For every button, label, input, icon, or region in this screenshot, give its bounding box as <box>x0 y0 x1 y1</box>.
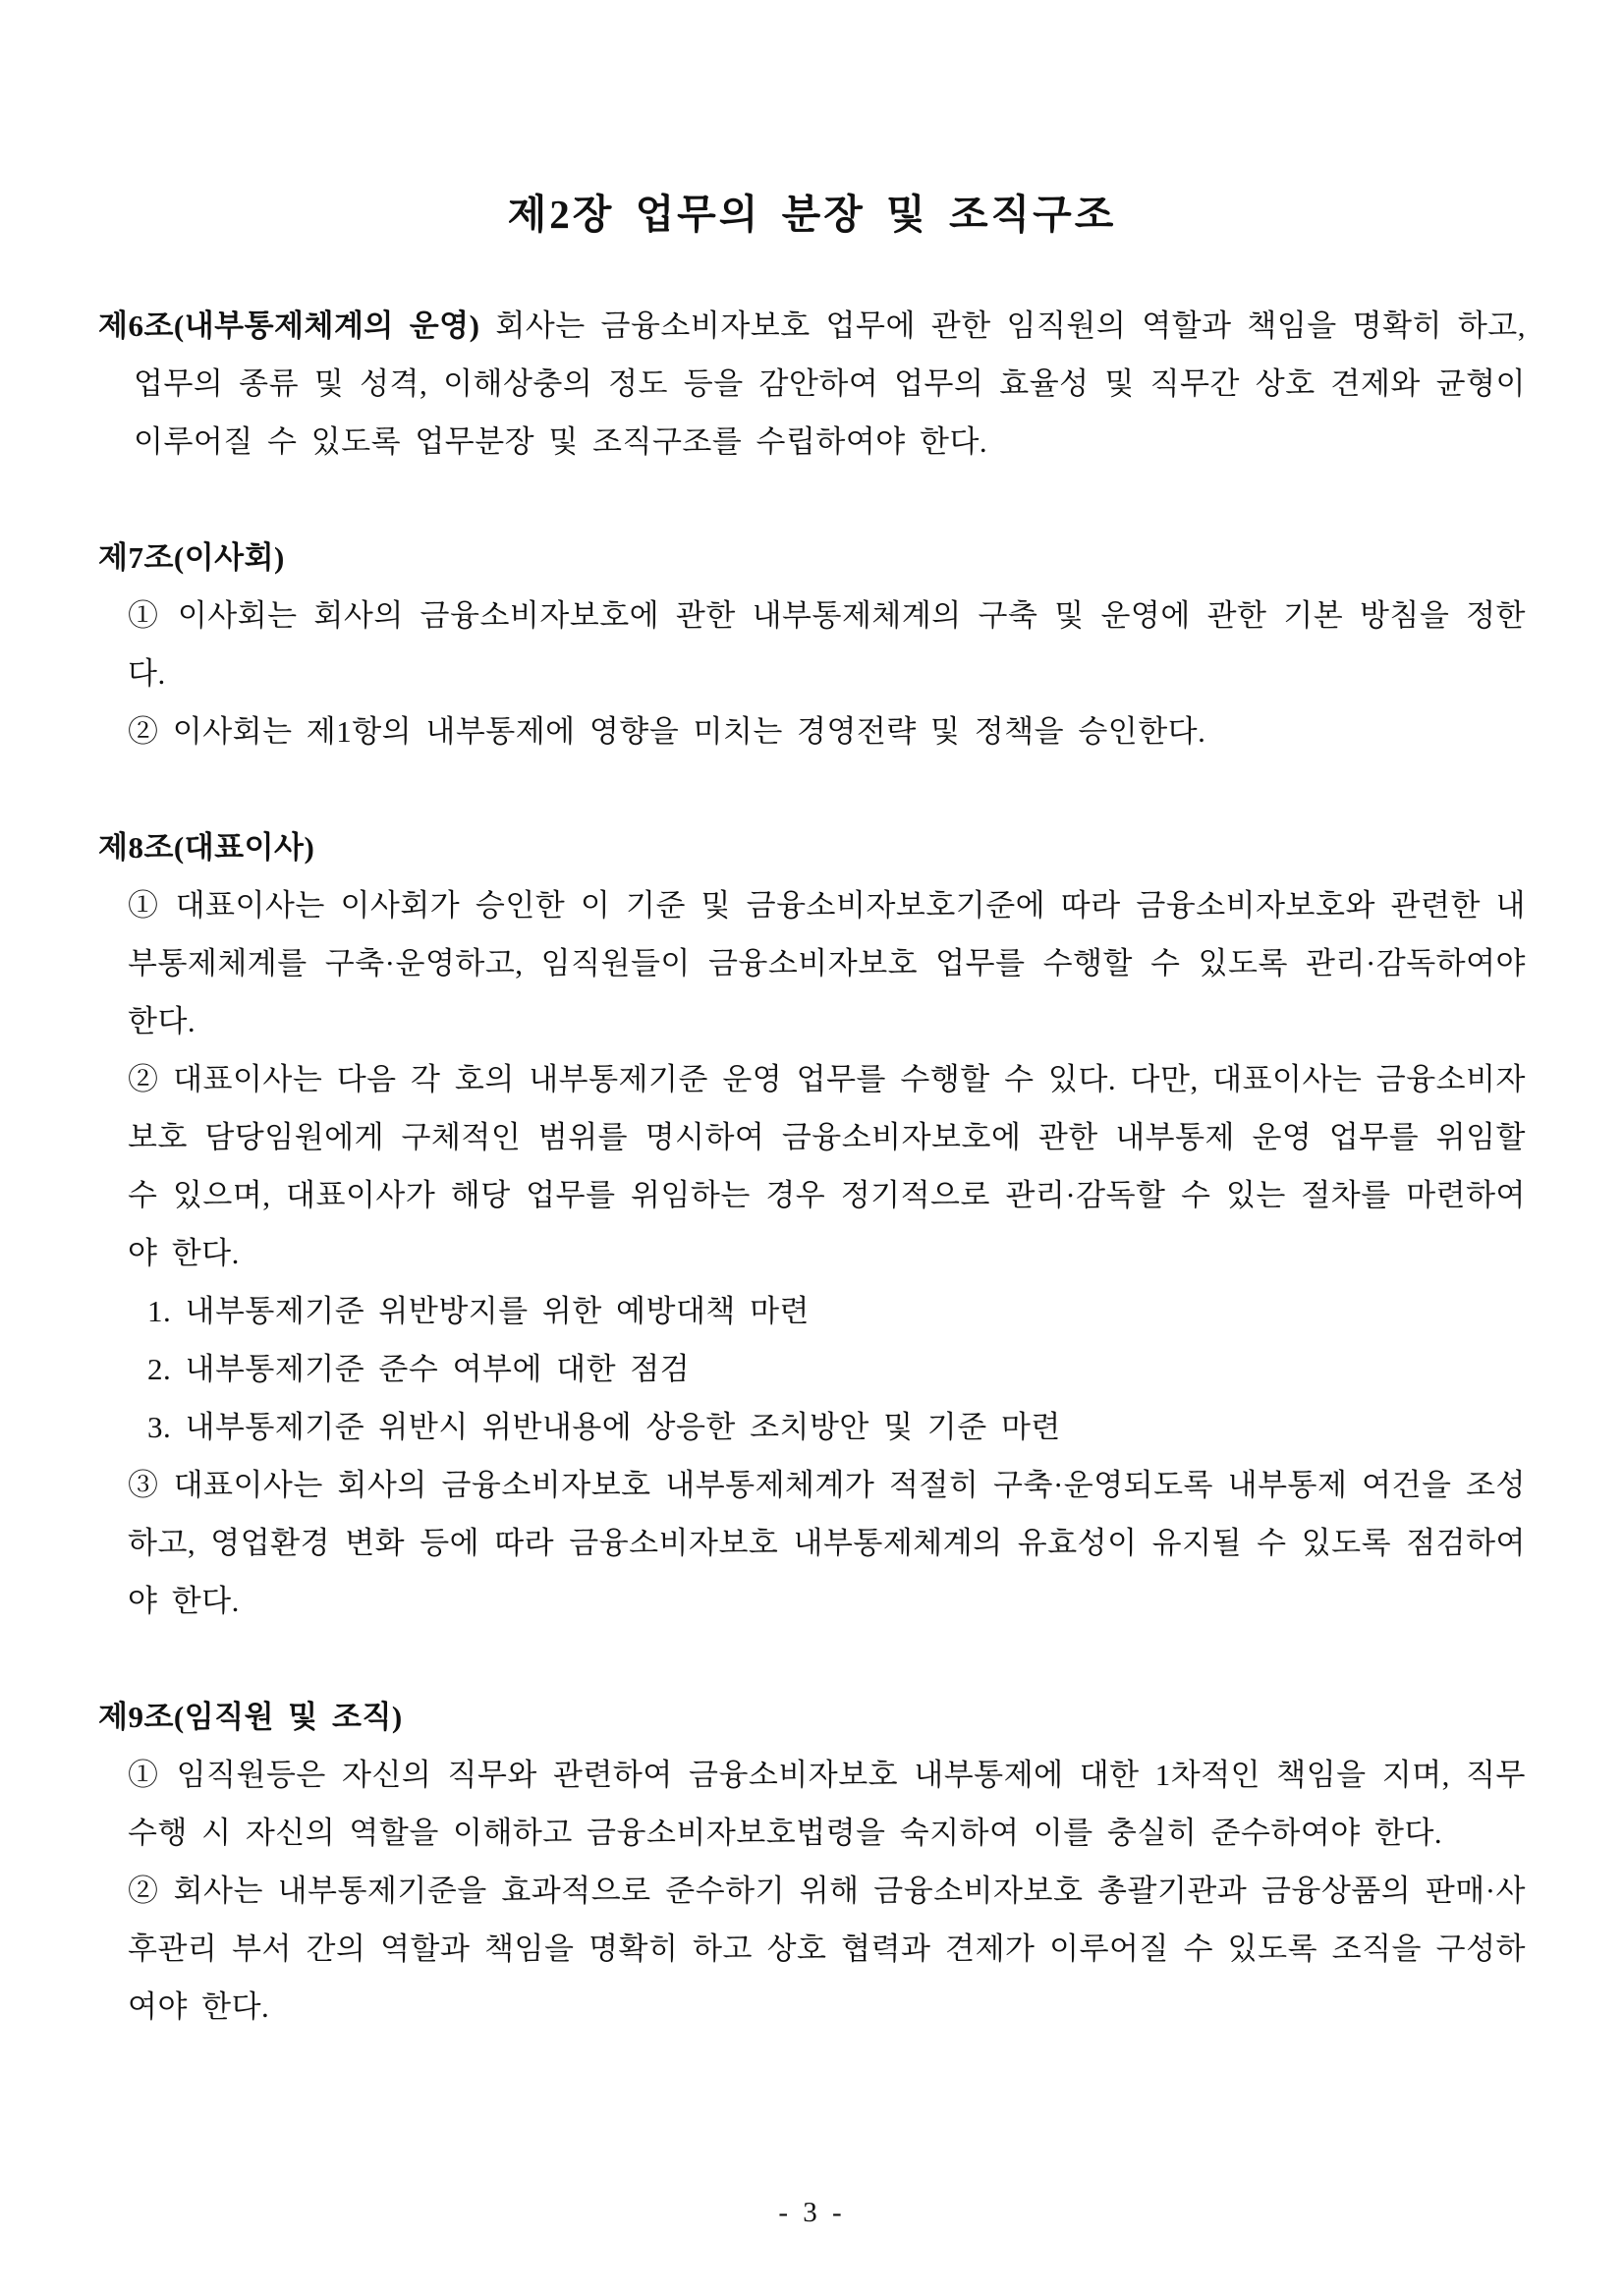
clause: ① 이사회는 회사의 금융소비자보호에 관한 내부통제체계의 구축 및 운영에 관한 기본 방침을 정한다. <box>128 598 1526 691</box>
article <box>98 1688 1526 2036</box>
article-opening-line <box>98 297 1526 471</box>
article <box>98 818 1526 1630</box>
clause: ② 대표이사는 다음 각 호의 내부통제기준 운영 업무를 수행할 수 있다. 다만, 대표이사는 금융소비자보호 담당임원에게 구체적인 범위를 명시하여 금융소비자보호에 관한 내부통제 운영 업무를 위임할 수 있으며, 대표이사가 해당 업무를 위임하는 경우 정기적으로 관리·감독할 수 있는 절차를 마련하여야 한다. <box>128 1062 1526 1270</box>
clause: ② 회사는 내부통제기준을 효과적으로 준수하기 위해 금융소비자보호 총괄기관과 금융상품의 판매·사후관리 부서 간의 역할과 책임을 명확히 하고 상호 협력과 견제가 이루어질 수 있도록 조직을 구성하여야 한다. <box>128 1874 1526 2024</box>
article-heading: 제6조(내부통제체계의 운영) <box>98 308 480 343</box>
document-body <box>98 297 1526 2036</box>
chapter-title: 제2장 업무의 분장 및 조직구조 <box>507 192 1117 237</box>
article-intro-text: 회사는 금융소비자보호 업무에 관한 임직원의 역할과 책임을 명확히 하고, 업무의 종류 및 성격, 이해상충의 정도 등을 감안하여 업무의 효율성 및 직무간 상호 견제와 균형이 이루어질 수 있도록 업무분장 및 조직구조를 수립하여야 한다. <box>134 308 1526 459</box>
clause: ① 대표이사는 이사회가 승인한 이 기준 및 금융소비자보호기준에 따라 금융소비자보호와 관련한 내부통제체계를 구축·운영하고, 임직원들이 금융소비자보호 업무를 수행할 수 있도록 관리·감독하여야 한다. <box>128 888 1526 1038</box>
clause: ① 임직원등은 자신의 직무와 관련하여 금융소비자보호 내부통제에 대한 1차적인 책임을 지며, 직무수행 시 자신의 역할을 이해하고 금융소비자보호법령을 숙지하여 이를 충실히 준수하여야 한다. <box>128 1758 1526 1850</box>
article-heading: 제8조(대표이사) <box>98 830 315 865</box>
clause: ③ 대표이사는 회사의 금융소비자보호 내부통제체계가 적절히 구축·운영되도록 내부통제 여건을 조성하고, 영업환경 변화 등에 따라 금융소비자보호 내부통제체계의 유효성이 유지될 수 있도록 점검하여야 한다. <box>128 1468 1526 1618</box>
article <box>98 297 1526 471</box>
article <box>98 529 1526 760</box>
article-opening-line <box>98 818 1526 876</box>
article-opening-line <box>98 529 1526 587</box>
page-number: - 3 - <box>778 2197 846 2228</box>
article-heading: 제9조(임직원 및 조직) <box>98 1700 403 1734</box>
article-heading: 제7조(이사회) <box>98 540 285 575</box>
clause-item: 2. 내부통제기준 준수 여부에 대한 점검 <box>147 1352 691 1386</box>
clause-item: 3. 내부통제기준 위반시 위반내용에 상응한 조치방안 및 기준 마련 <box>147 1410 1061 1444</box>
clause-item: 1. 내부통제기준 위반방지를 위한 예방대책 마련 <box>147 1294 810 1328</box>
clause: ② 이사회는 제1항의 내부통제에 영향을 미치는 경영전략 및 정책을 승인한다. <box>128 714 1206 749</box>
article-opening-line <box>98 1688 1526 1746</box>
